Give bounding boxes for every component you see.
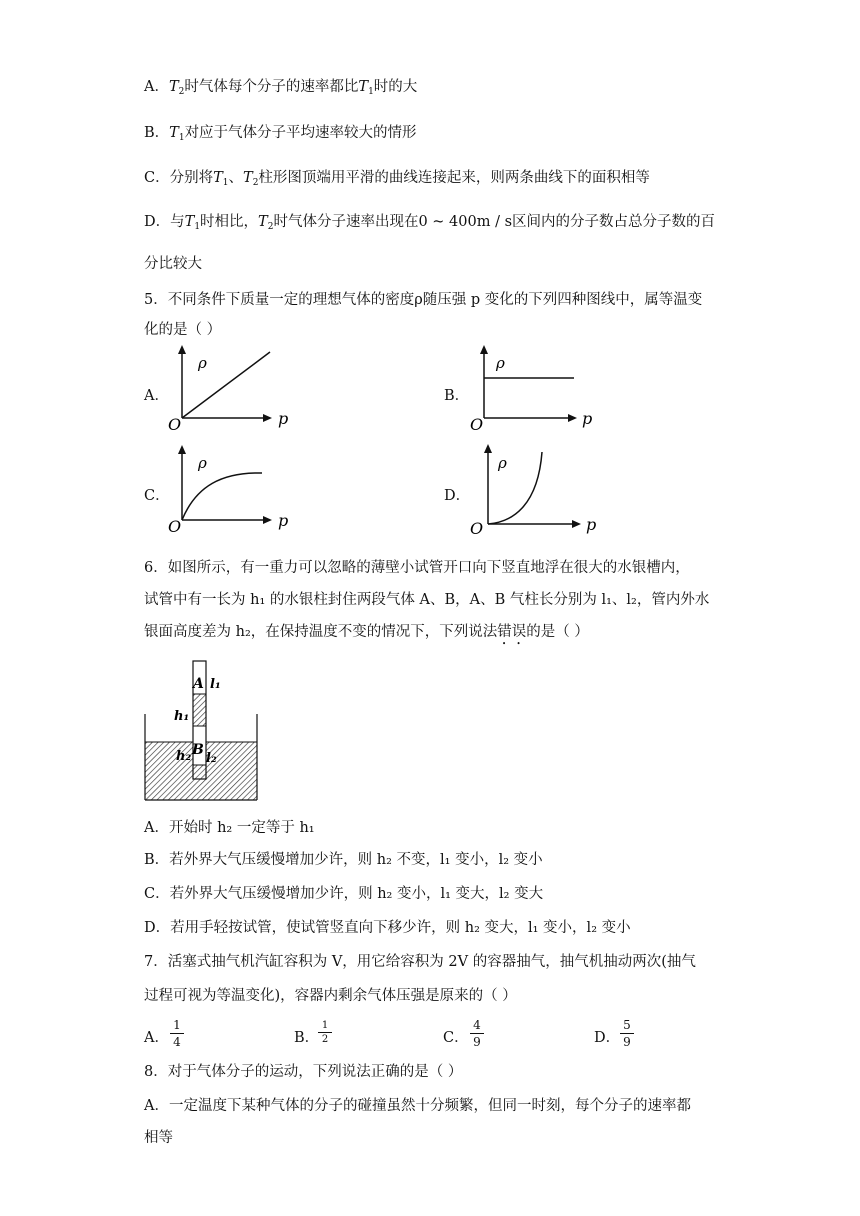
- q5-graph-c: [160, 442, 300, 534]
- q7-option-a-fraction: 1 4: [170, 1018, 184, 1049]
- q5-graph-a: [160, 342, 300, 434]
- q7-option-c-label: C．: [443, 1030, 469, 1046]
- q6-option-c: C．若外界大气压缓慢增加少许，则 h₂ 变小，l₁ 变大，l₂ 变大: [144, 886, 544, 902]
- q5c-origin-label: O: [168, 517, 182, 534]
- q4-option-d: D．与$T_1$时相比，$T_2$时气体分子速率出现在0 ~ 400m / s区间内的分子数占总分子数的百: [144, 214, 716, 232]
- q5-graph-d: [462, 440, 602, 536]
- q8-option-a-line2: 相等: [144, 1130, 173, 1146]
- q6-stem-line2: 试管中有一长为 h₁ 的水银柱封住两段气体 A、B，A、B 气柱长分别为 l₁、l₂，管内外水: [144, 592, 710, 608]
- q5a-rho-label: ρ: [198, 354, 207, 372]
- q5-stem-line2: 化的是（ ）: [144, 322, 222, 338]
- q7-option-c-fraction: 4 9: [470, 1018, 484, 1049]
- q6-option-b: B．若外界大气压缓慢增加少许，则 h₂ 不变，l₁ 变小，l₂ 变小: [144, 852, 543, 868]
- q6-fig-label-l2: l₂: [206, 751, 217, 766]
- q5-option-a-label: A．: [144, 388, 169, 404]
- q6-stem-line1: 6．如图所示，有一重力可以忽略的薄壁小试管开口向下竖直地浮在很大的水银槽内，: [144, 560, 690, 576]
- q6-stem-line3: 银面高度差为 h₂，在保持温度不变的情况下，下列说法错误的是（ ）: [144, 624, 589, 640]
- q5d-p-label: p: [586, 515, 597, 534]
- q4-option-d-line2: 分比较大: [144, 256, 202, 272]
- q5-graph-b: [462, 342, 602, 434]
- q7-option-d-label: D．: [594, 1030, 621, 1046]
- q5d-rho-label: ρ: [498, 454, 507, 472]
- q5a-p-label: p: [278, 409, 289, 428]
- q4-option-b: B．$T_1$对应于气体分子平均速率较大的情形: [144, 125, 417, 143]
- q6-option-a: A．开始时 h₂ 一定等于 h₁: [144, 820, 315, 836]
- q8-option-a-line1: A．一定温度下某种气体的分子的碰撞虽然十分频繁，但同一时刻，每个分子的速率都: [144, 1098, 691, 1114]
- q6-fig-label-h2: h₂: [176, 749, 192, 764]
- q5c-rho-label: ρ: [198, 454, 207, 472]
- q6-fig-label-b: B: [192, 742, 204, 758]
- q7-option-a-label: A．: [144, 1030, 169, 1046]
- q7-option-d-fraction: 5 9: [620, 1018, 634, 1049]
- q5c-p-label: p: [278, 511, 289, 530]
- q4-option-c: C．分别将$T_1$、$T_2$柱形图顶端用平滑的曲线连接起来，则两条曲线下的面积相等: [144, 170, 650, 188]
- q5b-p-label: p: [582, 409, 593, 428]
- q6-emphasis-error: 错误: [497, 624, 527, 640]
- q4-option-a: A．$T_2$时气体每个分子的速率都比$T_1$时的大: [144, 79, 418, 97]
- q7-option-b-label: B．: [294, 1030, 320, 1046]
- q7-stem-line2: 过程可视为等温变化)，容器内剩余气体压强是原来的（ ）: [144, 988, 517, 1004]
- q5-stem-line1: 5．不同条件下质量一定的理想气体的密度ρ随压强 p 变化的下列四种图线中，属等温变: [144, 292, 703, 308]
- q5-option-b-label: B．: [444, 388, 470, 404]
- q8-stem: 8．对于气体分子的运动，下列说法正确的是（ ）: [144, 1064, 463, 1080]
- q5d-origin-label: O: [470, 519, 484, 536]
- q5-option-d-label: D．: [444, 488, 471, 504]
- q5a-origin-label: O: [168, 415, 182, 434]
- q7-stem-line1: 7．活塞式抽气机汽缸容积为 V，用它给容积为 2V 的容器抽气，抽气机抽动两次(抽气: [144, 954, 696, 970]
- q5b-rho-label: ρ: [496, 354, 505, 372]
- q6-fig-label-h1: h₁: [174, 709, 190, 724]
- q5b-origin-label: O: [470, 415, 484, 434]
- q6-option-d: D．若用手轻按试管，使试管竖直向下移少许，则 h₂ 变大，l₁ 变小，l₂ 变小: [144, 920, 631, 936]
- q6-figure: [140, 658, 270, 804]
- q6-fig-label-a: A: [193, 676, 204, 692]
- q7-option-b-fraction: 1 2: [318, 1020, 332, 1045]
- q5-option-c-label: C．: [144, 488, 170, 504]
- q6-fig-label-l1: l₁: [210, 677, 221, 692]
